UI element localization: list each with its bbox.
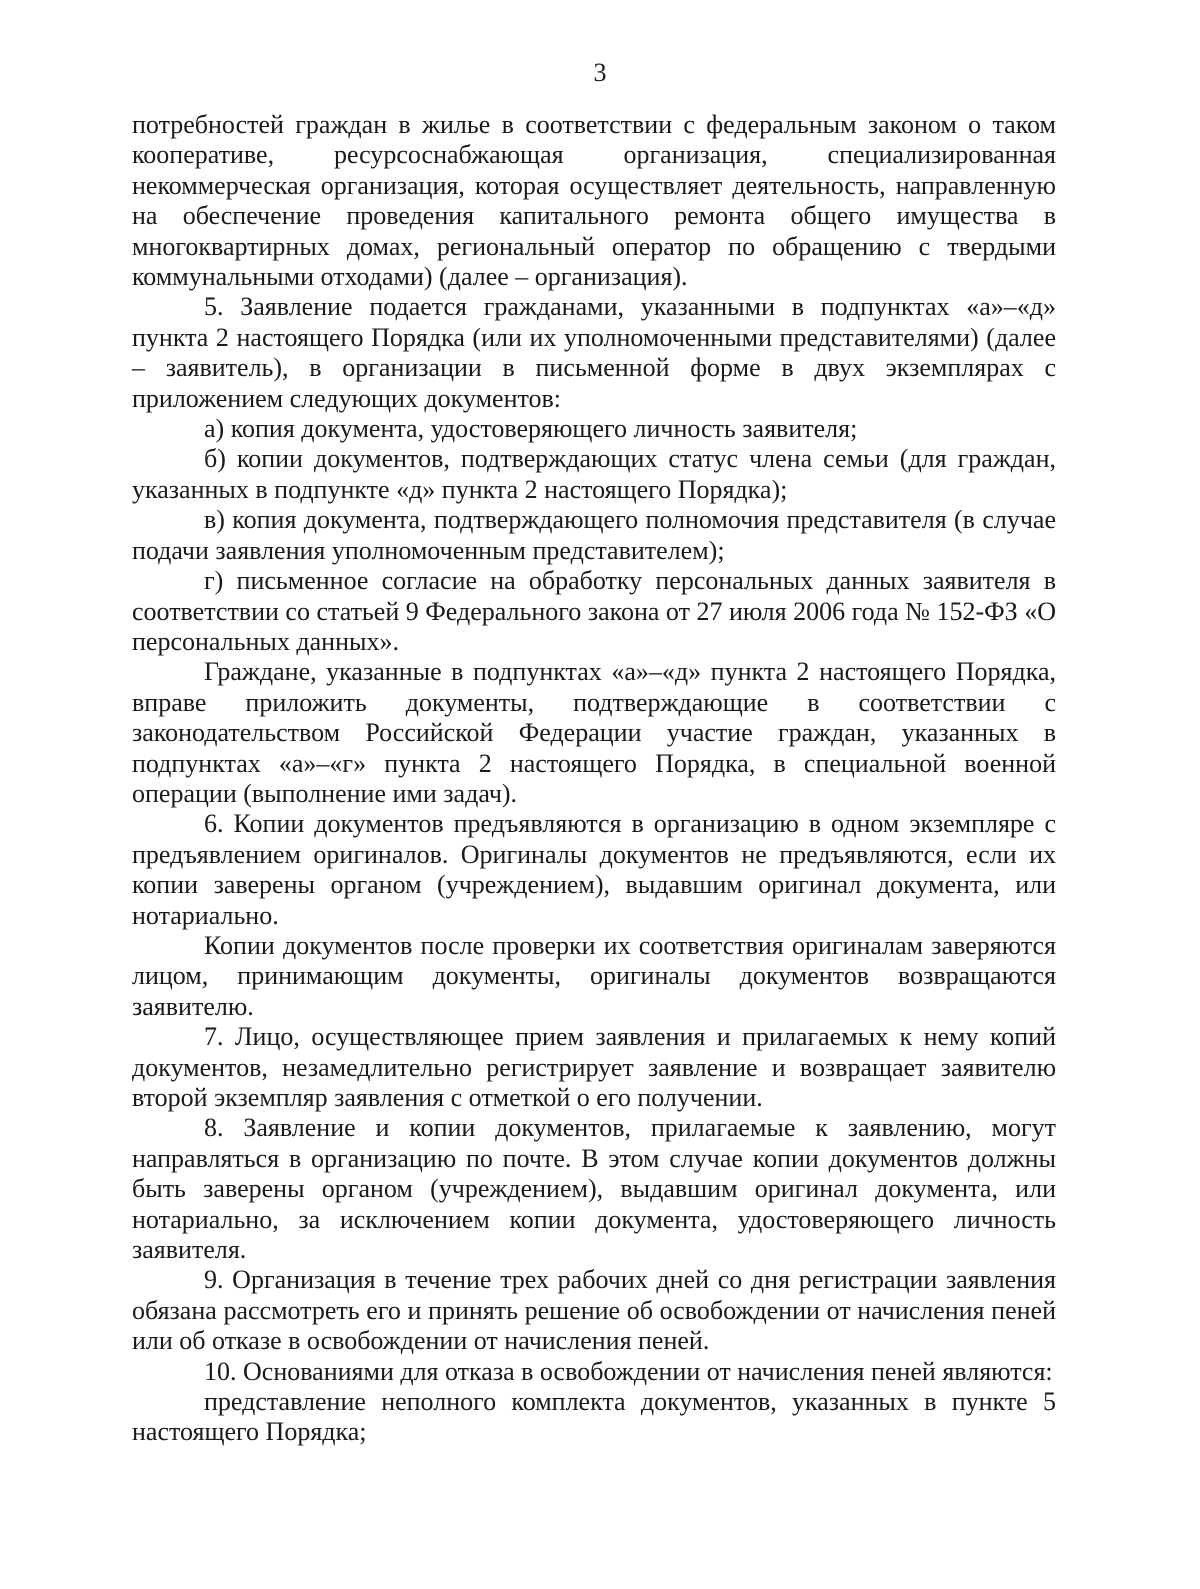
paragraph-copies-certification: Копии документов после проверки их соответствия оригиналам заверяются лицом, принимающим документы, оригиналы документов возвращаются заявителю.	[132, 930, 1056, 1021]
list-item-v: в) копия документа, подтверждающего полномочия представителя (в случае подачи заявления уполномоченным представителем);	[132, 505, 1056, 565]
paragraph-item-7: 7. Лицо, осуществляющее прием заявления и прилагаемых к нему копий документов, незамедлительно регистрирует заявление и возвращает заявителю второй экземпляр заявления с отметкой о его получении.	[132, 1022, 1056, 1112]
paragraph-item-6: 6. Копии документов предъявляются в организацию в одном экземпляре с предъявлением оригиналов. Оригиналы документов не предъявляются, если их копии заверены органом (учреждением), выдавшим оригинал документа, или нотариально.	[132, 809, 1056, 930]
document-body	[132, 110, 1056, 1448]
list-item-g: г) письменное согласие на обработку персональных данных заявителя в соответствии со статьей 9 Федерального закона от 27 июля 2006 года № 152-ФЗ «О персональных данных».	[132, 566, 1056, 656]
list-item-a: а) копия документа, удостоверяющего личность заявителя;	[204, 414, 858, 444]
paragraph-refusal-ground: представление неполного комплекта документов, указанных в пункте 5 настоящего Порядка;	[132, 1387, 1056, 1447]
paragraph-citizens-svo: Граждане, указанные в подпунктах «а»–«д» пункта 2 настоящего Порядка, вправе приложить документы, подтверждающие в соответствии с законодательством Российской Федерации участие граждан, указанных в подпунктах «а»–«г» пункта 2 настоящего Порядка, в специальной военной операции (выполнение ими задач).	[132, 657, 1056, 808]
page-number: 3	[593, 58, 607, 87]
list-item-b: б) копии документов, подтверждающих статус члена семьи (для граждан, указанных в подпункте «д» пункта 2 настоящего Порядка);	[132, 444, 1056, 504]
paragraph-item-10: 10. Основаниями для отказа в освобождении от начисления пеней являются:	[204, 1356, 1053, 1386]
paragraph-item-8: 8. Заявление и копии документов, прилагаемые к заявлению, могут направляться в организацию по почте. В этом случае копии документов должны быть заверены органом (учреждением), выдавшим оригинал документа, или нотариально, за исключением копии документа, удостоверяющего личность заявителя.	[132, 1113, 1056, 1265]
paragraph-item-9: 9. Организация в течение трех рабочих дней со дня регистрации заявления обязана рассмотреть его и принять решение об освобождении от начисления пеней или об отказе в освобождении от начисления пеней.	[132, 1265, 1056, 1356]
paragraph-continuation: потребностей граждан в жилье в соответствии с федеральным законом о таком кооперативе, ресурсоснабжающая организация, специализированная некоммерческая организация, которая осуществляет деятельность, направленную на обеспечение проведения капитального ремонта общего имущества в многоквартирных домах, региональный оператор по обращению с твердыми коммунальными отходами) (далее – организация).	[132, 110, 1056, 292]
paragraph-item-5: 5. Заявление подается гражданами, указанными в подпунктах «а»–«д» пункта 2 настоящего Порядка (или их уполномоченными представителями) (далее – заявитель), в организации в письменной форме в двух экземплярах с приложением следующих документов:	[132, 292, 1056, 413]
